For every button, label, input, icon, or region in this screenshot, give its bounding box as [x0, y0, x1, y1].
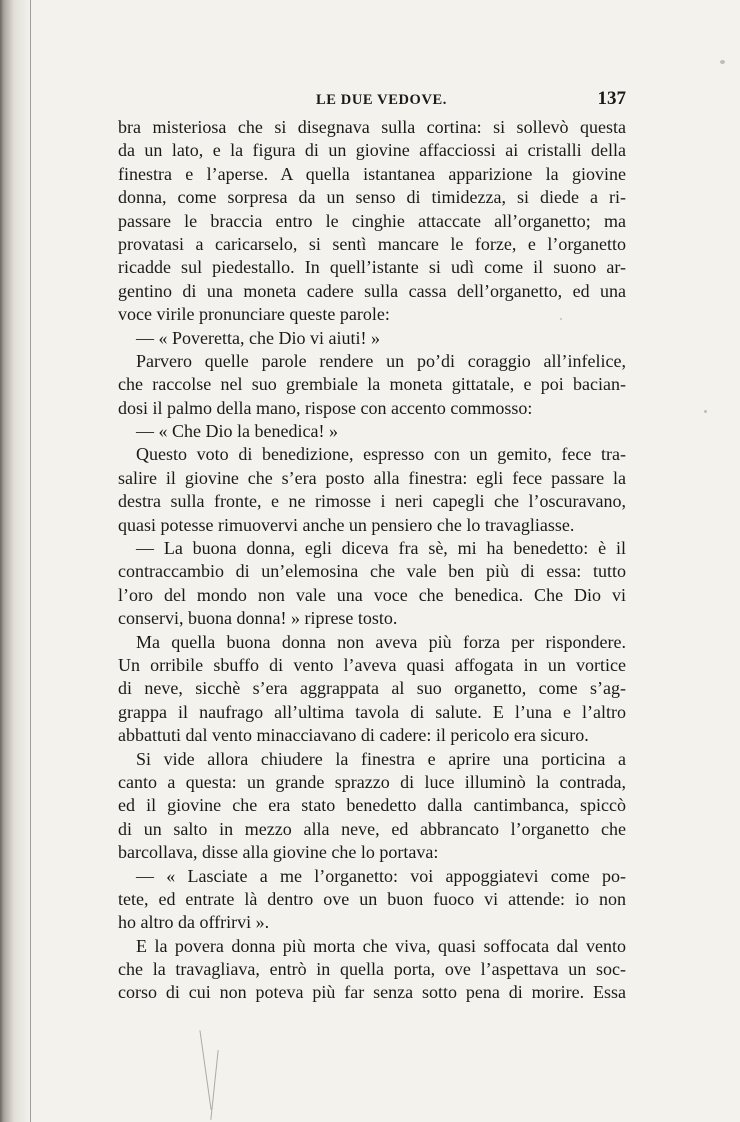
- text-line: barcollava, disse alla giovine che lo portava:: [118, 842, 439, 863]
- text-line: — « Poveretta, che Dio vi aiuti! »: [136, 327, 380, 348]
- text-line: Ma quella buona donna non aveva più forza per rispondere.: [136, 631, 626, 652]
- paper-speck: [704, 410, 707, 413]
- text-line: contraccambio di un’elemosina che vale ben più di essa: tutto: [118, 561, 626, 582]
- body-text: [118, 116, 626, 1005]
- text-line: Parvero quelle parole rendere un po’di coraggio all’infelice,: [136, 350, 626, 371]
- running-head: LE DUE VEDOVE.: [316, 92, 448, 108]
- text-line: — La buona donna, egli diceva fra sè, mi ha benedetto: è il: [136, 538, 626, 559]
- text-line: — « Che Dio la benedica! »: [136, 421, 338, 442]
- text-line: Questo voto di benedizione, espresso con un gemito, fece tra-: [136, 444, 626, 465]
- text-line: E la povera donna più morta che viva, quasi soffocata dal vento: [136, 935, 626, 956]
- text-line: bra misteriosa che si disegnava sulla cortina: si sollevò questa: [118, 117, 626, 137]
- text-line: ed il giovine che era stato benedetto dalla cantimbanca, spiccò: [118, 795, 626, 816]
- text-line: Un orribile sbuffo di vento l’aveva quasi affogata in un vortice: [118, 654, 626, 675]
- text-line: ricadde sul piedestallo. In quell’istante si udì come il suono ar-: [118, 257, 626, 278]
- text-line: finestra e l’aperse. A quella istantanea apparizione la giovine: [118, 163, 626, 184]
- text-line: voce virile pronunciare queste parole:: [118, 304, 390, 325]
- text-line: l’oro del mondo non vale una voce che benedica. Che Dio vi: [118, 584, 626, 605]
- text-line: passare le braccia entro le cinghie attaccate all’organetto; ma: [118, 210, 626, 231]
- text-line: tete, ed entrate là dentro ove un buon fuoco vi attende: io non: [118, 888, 626, 909]
- text-line: quasi potesse rimuovervi anche un pensiero che lo travagliasse.: [118, 514, 575, 535]
- text-line: gentino di una moneta cadere sulla cassa dell’organetto, ed una: [118, 280, 626, 301]
- text-line: conservi, buona donna! » riprese tosto.: [118, 608, 398, 629]
- page-gutter-line: [30, 0, 31, 1122]
- text-line: di neve, sicchè s’era aggrappata al suo organetto, come s’ag-: [118, 678, 626, 699]
- text-line: che raccolse nel suo grembiale la moneta gittatale, e poi bacian-: [118, 374, 626, 395]
- text-line: Si vide allora chiudere la finestra e aprire una porticina a: [136, 748, 626, 769]
- text-line: salire il giovine che s’era posto alla finestra: egli fece passare la: [118, 467, 626, 488]
- page-number: 137: [597, 88, 626, 109]
- paper-speck: [720, 60, 725, 64]
- bleed-through-stroke: [199, 1030, 211, 1109]
- paper-speck: [560, 318, 562, 320]
- text-line: dosi il palmo della mano, rispose con accento commosso:: [118, 397, 533, 418]
- page-binding-shadow: [0, 0, 30, 1122]
- text-line: corso di cui non poteva più far senza sotto pena di morire. Essa: [118, 982, 626, 1003]
- text-line: canto a questa: un grande sprazzo di luce illuminò la contrada,: [118, 771, 626, 792]
- text-line: ho altro da offrirvi ».: [118, 912, 270, 933]
- page-header: [118, 88, 626, 114]
- text-line: di un salto in mezzo alla neve, ed abbrancato l’organetto che: [118, 818, 626, 839]
- bleed-through-stroke: [210, 1050, 218, 1120]
- text-line: — « Lasciate a me l’organetto: voi appoggiatevi come po-: [136, 865, 626, 886]
- text-line: destra sulla fronte, e ne rimosse i neri capegli che l’oscuravano,: [118, 491, 626, 512]
- text-line: che la travagliava, entrò in quella porta, ove l’aspettava un soc-: [118, 959, 626, 980]
- text-line: da un lato, e la figura di un giovine affacciossi ai cristalli della: [118, 140, 626, 161]
- text-line: grappa il naufrago all’ultima tavola di salute. E l’una e l’altro: [118, 701, 626, 722]
- text-line: abbattuti dal vento minacciavano di cadere: il pericolo era sicuro.: [118, 725, 589, 746]
- text-line: provatasi a caricarselo, si sentì mancare le forze, e l’organetto: [118, 233, 626, 254]
- text-line: donna, come sorpresa da un senso di timidezza, si diede a ri-: [118, 187, 626, 208]
